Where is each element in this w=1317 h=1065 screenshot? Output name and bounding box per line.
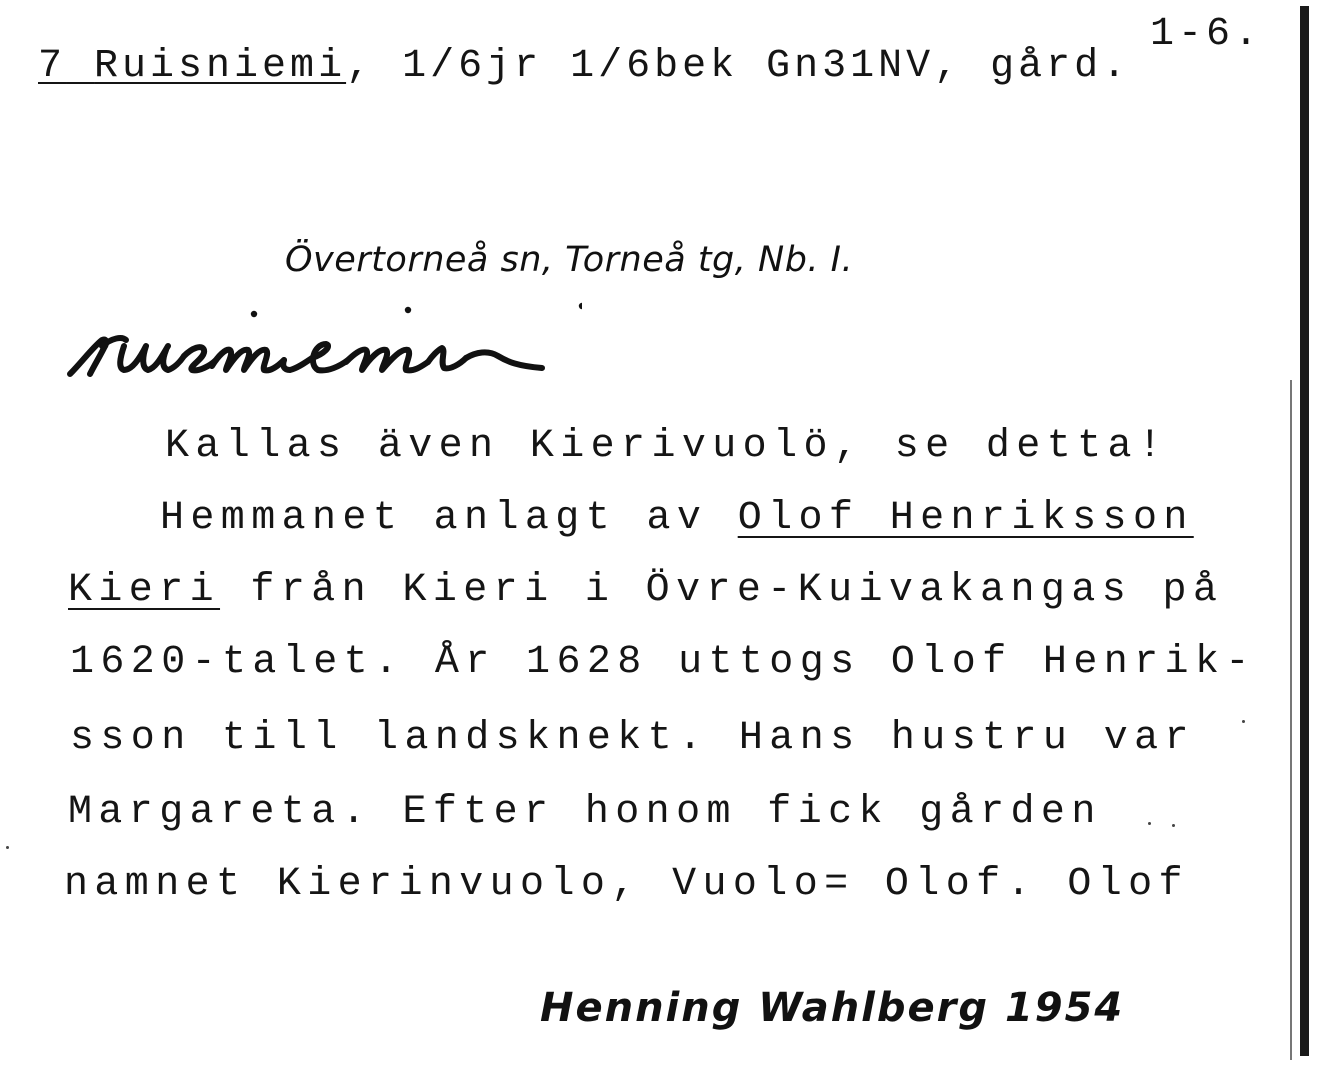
- body-line-3: [68, 568, 1223, 613]
- handwritten-name: [62, 296, 582, 406]
- parish-stamp: Övertorneå sn, Torneå tg, Nb. I.: [285, 240, 854, 280]
- body-line-5: sson till landsknekt. Hans hustru var: [70, 716, 1195, 761]
- place-number: 7: [38, 44, 67, 89]
- card-edge-line: [1290, 380, 1292, 1060]
- card-edge-shadow: [1300, 6, 1309, 1056]
- body-line-6: Margareta. Efter honom fick gården: [68, 790, 1102, 835]
- signature: Henning Wahlberg 1954: [540, 985, 1125, 1031]
- paper-speck: [1148, 822, 1151, 825]
- place-name: Ruisniemi: [94, 44, 347, 89]
- body-line-1: Kallas även Kierivuolö, se detta!: [165, 424, 1169, 469]
- body-line-4: 1620-talet. År 1628 uttogs Olof Henrik-: [70, 640, 1256, 685]
- person-name: Olof Henriksson: [737, 496, 1194, 541]
- place-details: , 1/6jr 1/6bek Gn31NV, gård.: [346, 44, 1131, 89]
- paper-speck: [1172, 824, 1175, 827]
- person-surname: Kieri: [68, 568, 221, 613]
- body-line-3-text: från Kieri i Övre-Kuivakangas på: [220, 568, 1224, 613]
- paper-speck: [1242, 720, 1245, 723]
- body-line-7: namnet Kierinvuolo, Vuolo= Olof. Olof: [64, 862, 1189, 907]
- paper-speck: [6, 846, 9, 849]
- card-number: 1-6.: [1150, 12, 1263, 57]
- card-header: [38, 44, 1130, 89]
- body-line-2: [160, 496, 1194, 541]
- body-line-2-text: Hemmanet anlagt av: [160, 496, 738, 541]
